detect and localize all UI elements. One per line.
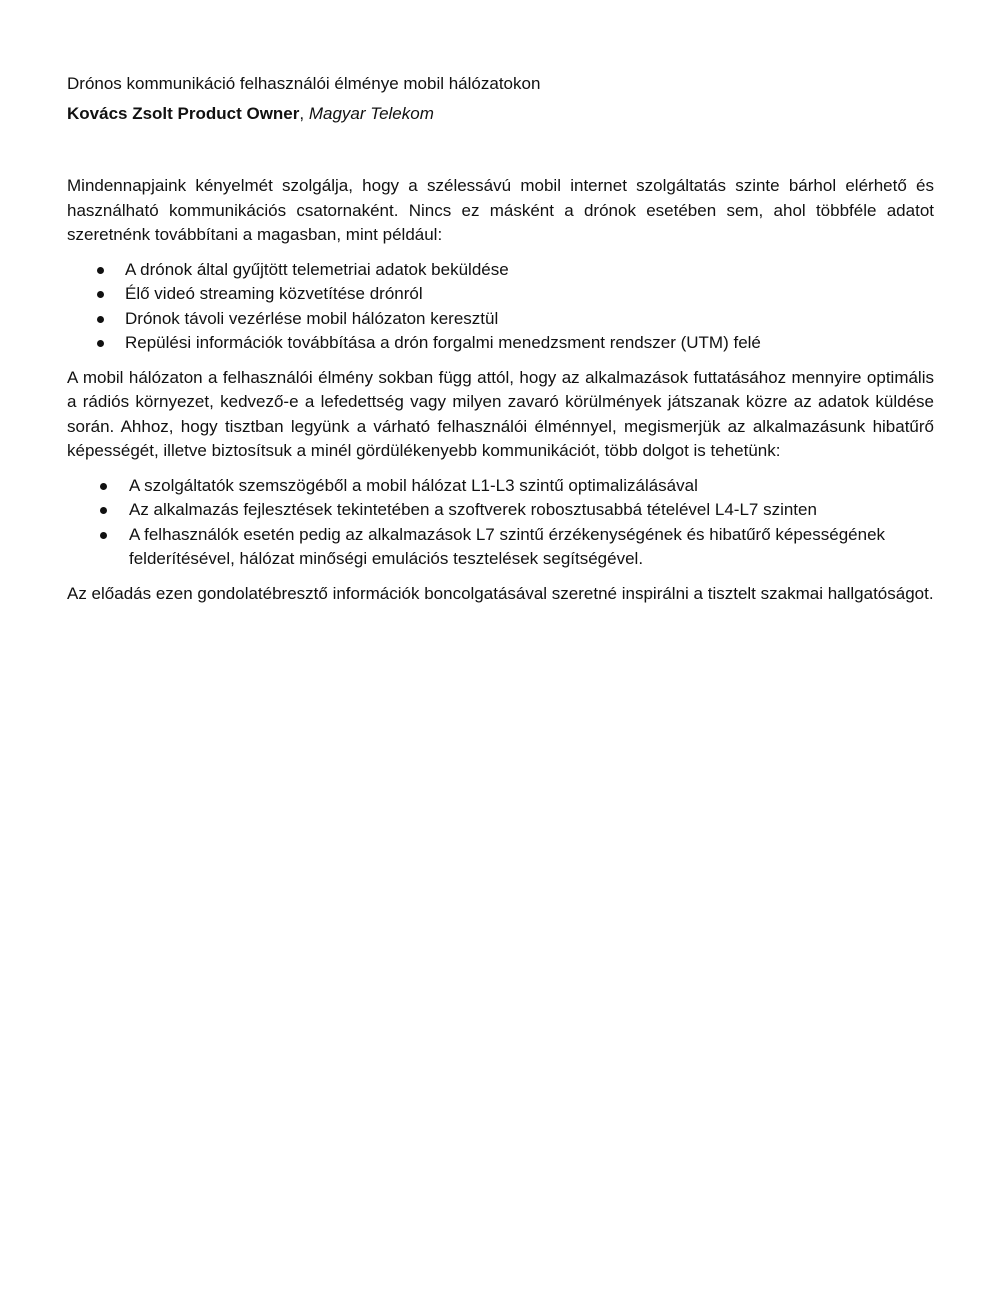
byline-separator: ,	[299, 104, 309, 123]
list-item	[67, 474, 934, 499]
bullet-icon	[100, 483, 107, 490]
use-case-list	[67, 258, 934, 356]
list-item	[67, 498, 934, 523]
list-item-text: A felhasználók esetén pedig az alkalmazások L7 szintű érzékenységének és hibatűrő képességének felderítésével, hálózat minőségi emulációs tesztelések segítségével.	[129, 524, 886, 568]
list-item	[67, 523, 934, 572]
list-item	[67, 307, 934, 332]
organization-name: Magyar Telekom	[308, 104, 434, 123]
list-item	[67, 258, 934, 283]
bullet-icon	[97, 340, 104, 347]
action-list	[67, 474, 934, 572]
list-item-text: Élő videó streaming közvetítése drónról	[125, 284, 423, 303]
bullet-icon	[97, 291, 104, 298]
closing-paragraph: Az előadás ezen gondolatébresztő információk boncolgatásával szeretné inspirálni a tisztelt szakmai hallgatóságot.	[67, 583, 934, 603]
bullet-icon	[100, 532, 107, 539]
bullet-icon	[100, 507, 107, 514]
list-item	[67, 331, 934, 356]
body-paragraph: A mobil hálózaton a felhasználói élmény sokban függ attól, hogy az alkalmazások futtatásához mennyire optimális a rádiós környezet, kedvező-e a lefedettség vagy milyen zavaró körülmények játszanak közre az adatok küldése során. Ahhoz, hogy tisztban legyünk a várható felhasználói élménnyel, megismerjük az alkalmazásunk hibatűrő képességét, illetve biztosítsuk a minél gördülékenyebb kommunikációt, több dolgot is tehetünk:	[67, 367, 934, 460]
list-item-text: Repülési információk továbbítása a drón forgalmi menedzsment rendszer (UTM) felé	[125, 333, 761, 352]
list-item-text: Drónok távoli vezérlése mobil hálózaton keresztül	[125, 308, 499, 328]
list-item	[67, 282, 934, 307]
list-item-text: Az alkalmazás fejlesztések tekintetében a szoftverek robosztusabbá tételével L4-L7 szinten	[129, 500, 817, 519]
document-page	[67, 72, 934, 616]
document-title: Drónos kommunikáció felhasználói élménye mobil hálózatokon	[67, 74, 541, 93]
author-name: Kovács Zsolt Product Owner	[67, 104, 300, 123]
bullet-icon	[97, 267, 104, 274]
byline	[67, 102, 934, 126]
list-item-text: A szolgáltatók szemszögéből a mobil hálózat L1-L3 szintű optimalizálásával	[129, 475, 698, 495]
bullet-icon	[97, 316, 104, 323]
intro-paragraph: Mindennapjaink kényelmét szolgálja, hogy a szélessávú mobil internet szolgáltatás szinte bárhol elérhető és használható kommunikációs csatornaként. Nincs ez másként a drónok esetében sem, ahol többféle adatot szeretnénk továbbítani a magasban, mint például:	[67, 176, 934, 244]
list-item-text: A drónok által gyűjtött telemetriai adatok beküldése	[125, 259, 509, 279]
